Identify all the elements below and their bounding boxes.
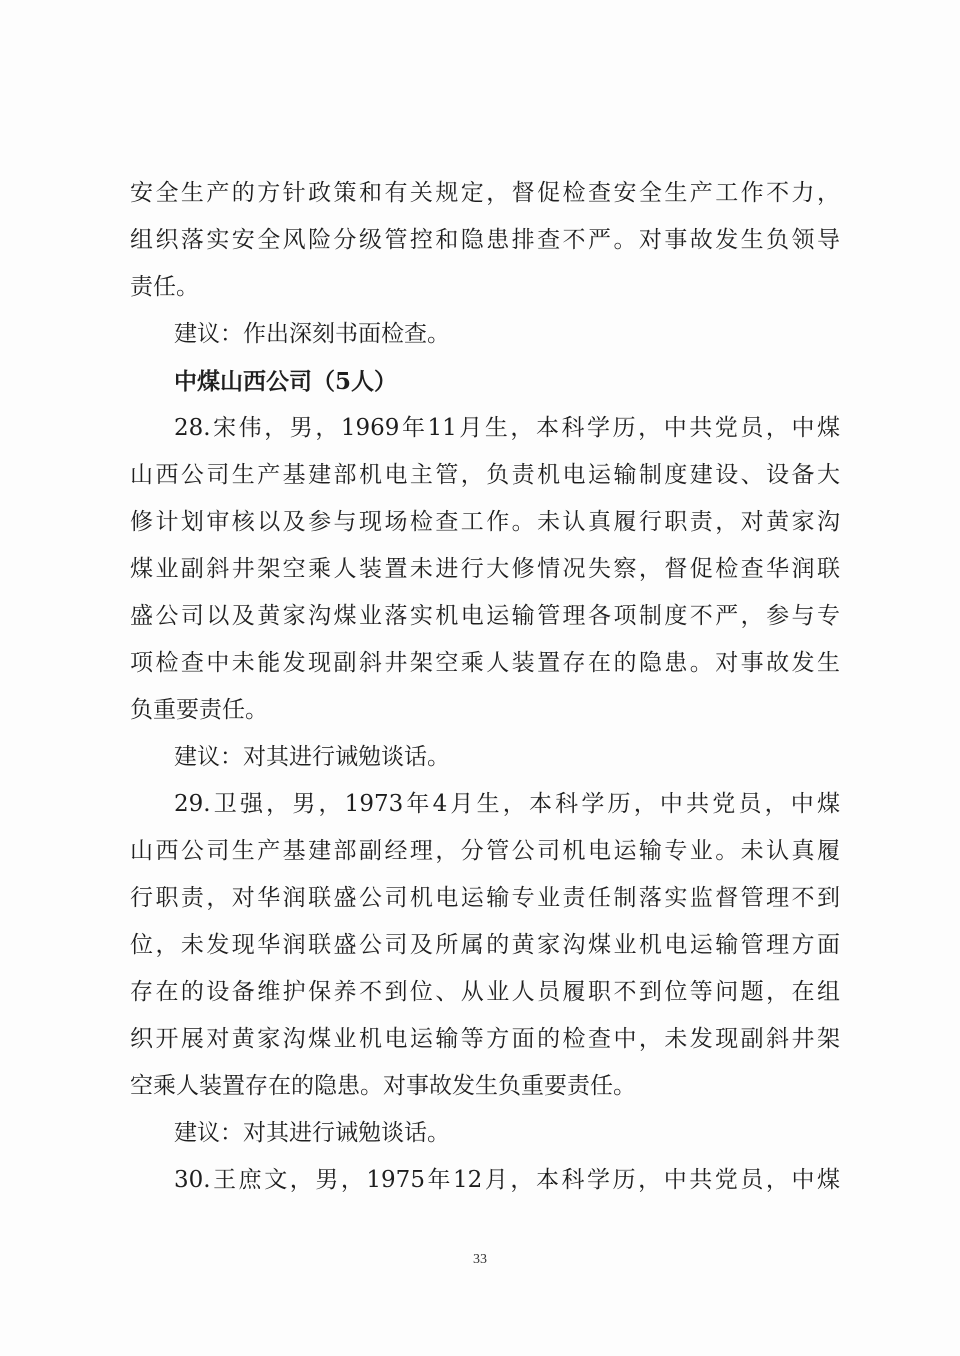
- text-line: 盛公司以及黄家沟煤业落实机电运输管理各项制度不严，参与专: [130, 603, 840, 629]
- text-line: 组织落实安全风险分级管控和隐患排查不严。对事故发生负领导: [130, 227, 840, 253]
- text-line: 位，未发现华润联盛公司及所属的黄家沟煤业机电运输管理方面: [130, 932, 840, 958]
- text-line: 项检查中未能发现副斜井架空乘人装置存在的隐患。对事故发生: [130, 650, 840, 676]
- text-line: 责任。: [130, 274, 199, 300]
- text-line: 织开展对黄家沟煤业机电运输等方面的检查中，未发现副斜井架: [130, 1026, 840, 1052]
- text-line: 行职责，对华润联盛公司机电运输专业责任制落实监督管理不到: [130, 885, 840, 911]
- person-entry-28-start: 28.宋伟，男，1969年11月生，本科学历，中共党员，中煤: [174, 415, 840, 441]
- person-entry-29-start: 29.卫强，男，1973年4月生，本科学历，中共党员，中煤: [174, 791, 840, 817]
- recommendation-line: 建议：作出深刻书面检查。: [174, 321, 450, 347]
- text-line: 空乘人装置存在的隐患。对事故发生负重要责任。: [130, 1073, 636, 1099]
- recommendation-line: 建议：对其进行诫勉谈话。: [174, 744, 450, 770]
- text-line: 修计划审核以及参与现场检查工作。未认真履行职责，对黄家沟: [130, 509, 840, 535]
- recommendation-line: 建议：对其进行诫勉谈话。: [174, 1120, 450, 1146]
- text-line: 煤业副斜井架空乘人装置未进行大修情况失察，督促检查华润联: [130, 556, 840, 582]
- page-number: 33: [473, 1252, 487, 1267]
- text-line: 安全生产的方针政策和有关规定，督促检查安全生产工作不力，: [130, 180, 840, 206]
- text-line: 山西公司生产基建部机电主管，负责机电运输制度建设、设备大: [130, 462, 840, 488]
- person-entry-30-start: 30.王庶文，男，1975年12月，本科学历，中共党员，中煤: [174, 1167, 840, 1193]
- section-heading: 中煤山西公司（5人）: [174, 368, 398, 395]
- page-body: [130, 170, 840, 1204]
- text-line: 山西公司生产基建部副经理，分管公司机电运输专业。未认真履: [130, 838, 840, 864]
- text-line: 存在的设备维护保养不到位、从业人员履职不到位等问题，在组: [130, 979, 840, 1005]
- text-line: 负重要责任。: [130, 697, 268, 723]
